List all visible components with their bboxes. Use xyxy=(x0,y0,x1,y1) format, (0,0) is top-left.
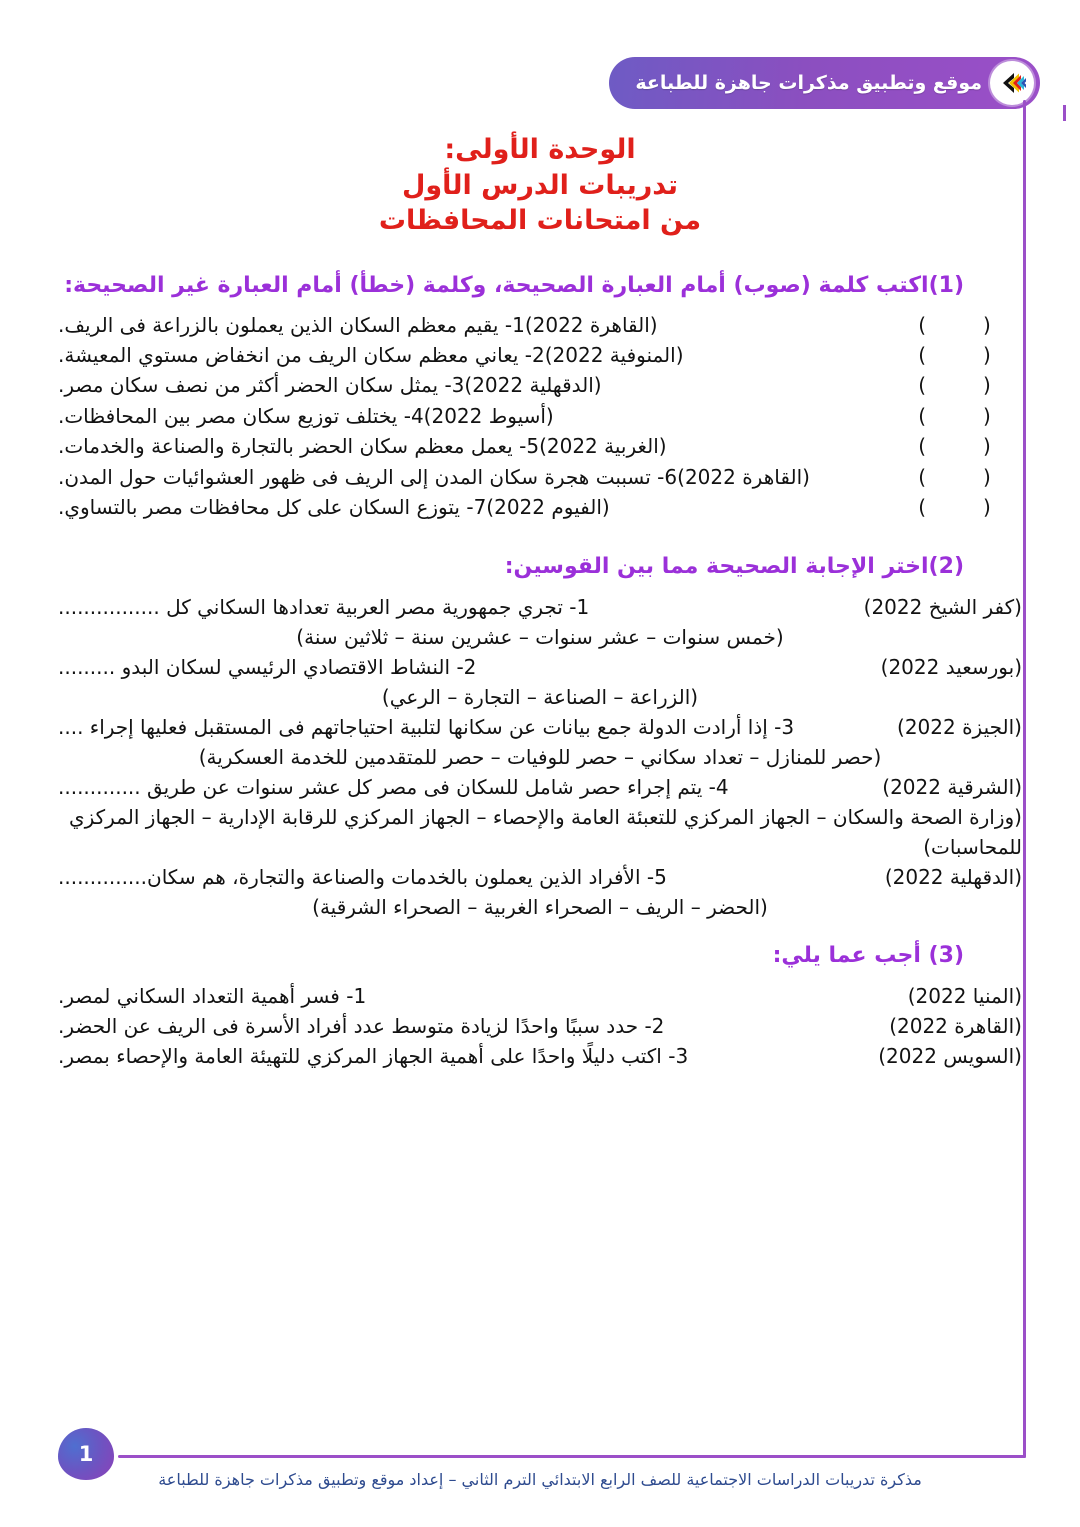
question-text: 2- النشاط الاقتصادي الرئيسي لسكان البدو ......... xyxy=(58,654,477,679)
question-text: 4- يختلف توزيع سكان مصر بين المحافظات. xyxy=(58,403,424,428)
question-row xyxy=(58,463,1022,491)
question-text: 3- إذا أرادت الدولة جمع بيانات عن سكانها لتلبية احتياجاتهم فى المستقبل فعليها إجراء .... xyxy=(58,714,795,739)
question-source: (القاهرة 2022) xyxy=(677,464,810,489)
worksheet-content xyxy=(58,272,1022,1071)
question-source: (الغربية 2022) xyxy=(539,434,667,459)
question-source: (القاهرة 2022) xyxy=(889,1013,1022,1038)
question-source: (الدقهلية 2022) xyxy=(464,373,602,398)
answer-parentheses[interactable]: () xyxy=(918,342,994,367)
page-number-badge: 1 xyxy=(58,1428,114,1480)
question-row xyxy=(58,402,1022,430)
question-text: 2- يعاني معظم سكان الريف من انخفاض مستوي المعيشة. xyxy=(58,342,545,367)
question-row xyxy=(58,712,1022,742)
answer-parentheses[interactable]: () xyxy=(918,464,994,489)
brand-badge xyxy=(609,57,1040,109)
answer-parentheses[interactable]: () xyxy=(918,373,994,398)
question-options[interactable]: (الزراعة – الصناعة – التجارة – الرعي) xyxy=(381,684,699,709)
page-title xyxy=(0,132,1080,239)
question-source: (الشرقية 2022) xyxy=(882,774,1022,799)
question-text: 3- اكتب دليلًا واحدًا على أهمية الجهاز المركزي للتهيئة العامة والإحصاء بمصر. xyxy=(58,1043,689,1068)
question-row xyxy=(58,371,1022,399)
question-row xyxy=(58,1041,1022,1071)
question-options[interactable]: (وزارة الصحة والسكان – الجهاز المركزي للتعبئة العامة والإحصاء – الجهاز المركزي للرقابة الإدارية – الجهاز المركزي للمحاسبات) xyxy=(68,804,1022,859)
question-source: (أسيوط 2022) xyxy=(423,403,554,428)
section-heading-2: (2)اختر الإجابة الصحيحة مما بين القوسين: xyxy=(504,554,964,580)
question-row xyxy=(58,311,1022,339)
question-source: (الفيوم 2022) xyxy=(486,494,610,519)
question-source: (الجيزة 2022) xyxy=(897,714,1022,739)
question-row xyxy=(58,341,1022,369)
question-source: (القاهرة 2022) xyxy=(524,312,658,337)
answer-parentheses[interactable]: () xyxy=(918,312,994,337)
question-row xyxy=(58,772,1022,802)
question-source: (المنوفية 2022) xyxy=(544,342,684,367)
question-row xyxy=(58,981,1022,1011)
question-source: (كفر الشيخ 2022) xyxy=(863,594,1022,619)
title-line-1: الوحدة الأولى: xyxy=(444,134,636,165)
question-text: 7- يتوزع السكان على كل محافظات مصر بالتساوي. xyxy=(58,494,487,519)
question-options[interactable]: (خمس سنوات – عشر سنوات – عشرين سنة – ثلاثين سنة) xyxy=(296,624,784,649)
title-line-2: تدريبات الدرس الأول xyxy=(401,169,679,201)
page-border-bottom xyxy=(118,1455,1026,1458)
section-heading-1: (1)اكتب كلمة (صوب) أمام العبارة الصحيحة، وكلمة (خطأ) أمام العبارة غير الصحيحة: xyxy=(64,273,964,298)
question-text: 2- حدد سببًا واحدًا لزيادة متوسط عدد أفراد الأسرة فى الريف عن الحضر. xyxy=(58,1013,665,1038)
question-text: 3- يمثل سكان الحضر أكثر من نصف سكان مصر. xyxy=(58,373,465,398)
question-row xyxy=(58,432,1022,460)
question-text: 5- يعمل معظم سكان الحضر بالتجارة والصناعة والخدمات. xyxy=(58,434,540,459)
layered-arrow-book-logo-icon xyxy=(990,61,1034,105)
question-options[interactable]: (حصر للمنازل – تعداد سكاني – حصر للوفيات – حصر للمتقدمين للخدمة العسكرية) xyxy=(198,744,882,769)
brand-connector xyxy=(1063,105,1066,121)
answer-parentheses[interactable]: () xyxy=(918,494,994,519)
question-source: (السويس 2022) xyxy=(878,1043,1022,1068)
question-source: (الدقهلية 2022) xyxy=(884,864,1022,889)
question-row xyxy=(58,652,1022,682)
question-row xyxy=(58,1011,1022,1041)
answer-parentheses[interactable]: () xyxy=(918,434,994,459)
title-line-3: من امتحانات المحافظات xyxy=(378,205,702,237)
question-text: 1- يقيم معظم السكان الذين يعملون بالزراعة فى الريف. xyxy=(58,312,525,337)
question-text: 5- الأفراد الذين يعملون بالخدمات والصناعة والتجارة، هم سكان.............. xyxy=(58,864,667,889)
question-text: 1- فسر أهمية التعداد السكاني لمصر. xyxy=(58,983,367,1008)
question-text: 4- يتم إجراء حصر شامل للسكان فى مصر كل عشر سنوات عن طريق ............. xyxy=(58,774,729,799)
question-row xyxy=(58,592,1022,622)
question-source: (المنيا 2022) xyxy=(907,983,1022,1008)
question-row xyxy=(58,862,1022,892)
footer-text: مذكرة تدريبات الدراسات الاجتماعية للصف الرابع الابتدائي الترم الثاني – إعداد موقع وتطبيق مذكرات جاهزة للطباعة xyxy=(158,1470,922,1489)
question-source: (بورسعيد 2022) xyxy=(880,654,1022,679)
question-text: 1- تجري جمهورية مصر العربية تعدادها السكاني كل ................ xyxy=(58,594,590,619)
question-options[interactable]: (الحضر – الريف – الصحراء الغربية – الصحراء الشرقية) xyxy=(312,894,768,919)
page-border-right xyxy=(1023,100,1026,1458)
section-heading-3: (3) أجب عما يلي: xyxy=(772,942,964,968)
brand-label: موقع وتطبيق مذكرات جاهزة للطباعة xyxy=(635,72,982,94)
answer-parentheses[interactable]: () xyxy=(918,403,994,428)
question-row xyxy=(58,493,1022,521)
question-text: 6- تسببت هجرة سكان المدن إلى الريف فى ظهور العشوائيات حول المدن. xyxy=(58,464,678,489)
